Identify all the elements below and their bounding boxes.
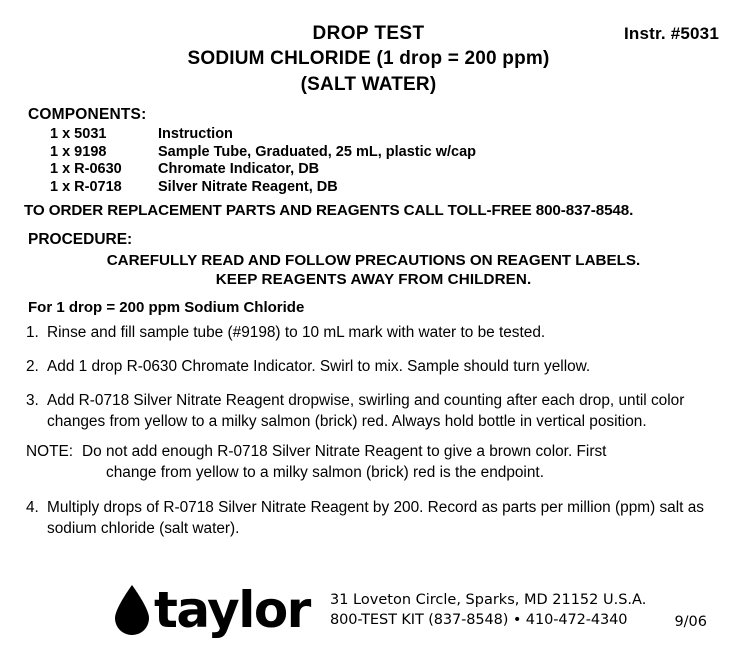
- list-item: [28, 126, 737, 144]
- order-replacement-line: TO ORDER REPLACEMENT PARTS AND REAGENTS CALL TOLL-FREE 800-837-8548.: [24, 202, 634, 219]
- revision-date: 9/06: [674, 614, 707, 630]
- precaution-line-1: CAREFULLY READ AND FOLLOW PRECAUTIONS ON REAGENT LABELS.: [106, 252, 641, 269]
- step-number: 3.: [26, 392, 39, 409]
- component-desc: Silver Nitrate Reagent, DB: [158, 178, 338, 195]
- list-item: [26, 356, 719, 377]
- note-text-line-2: change from yellow to a milky salmon (brick) red is the endpoint.: [106, 464, 544, 481]
- note-text-line-1: Do not add enough R-0718 Silver Nitrate Reagent to give a brown color. First: [82, 443, 607, 460]
- for-drop-label: For 1 drop = 200 ppm Sodium Chloride: [28, 299, 305, 316]
- instruction-number: Instr. #5031: [623, 24, 719, 43]
- footer: [0, 558, 737, 650]
- procedure-heading: PROCEDURE:: [28, 231, 133, 248]
- step-text: Multiply drops of R-0718 Silver Nitrate Reagent by 200. Record as parts per million (ppm) salt as sodium chloride (salt water).: [47, 499, 704, 537]
- component-desc: Instruction: [158, 126, 233, 142]
- company-address: [330, 590, 646, 630]
- components-list: [28, 126, 737, 196]
- address-line-2: 800-TEST KIT (837-8548) • 410-472-4340: [330, 612, 628, 628]
- precaution-block: [10, 251, 737, 289]
- water-drop-icon: [112, 584, 152, 636]
- component-qty: 1 x 9198: [50, 143, 107, 160]
- page-subtitle-secondary: (SALT WATER): [300, 74, 437, 95]
- note-block: [26, 441, 737, 483]
- step-number: 2.: [26, 358, 39, 375]
- step-text: Add 1 drop R-0630 Chromate Indicator. Swirl to mix. Sample should turn yellow.: [47, 358, 591, 375]
- title-block: [0, 0, 737, 98]
- component-qty: 1 x R-0630: [50, 161, 122, 177]
- component-qty: 1 x 5031: [50, 126, 107, 142]
- page-title: DROP TEST: [312, 23, 425, 44]
- component-qty: 1 x R-0718: [50, 178, 122, 195]
- procedure-steps-continued: [26, 497, 719, 539]
- component-desc: Sample Tube, Graduated, 25 mL, plastic w/cap: [158, 143, 477, 160]
- list-item: [26, 322, 719, 343]
- brand-name: taylor: [154, 581, 310, 639]
- page-subtitle: SODIUM CHLORIDE (1 drop = 200 ppm): [187, 48, 550, 69]
- step-number: 4.: [26, 499, 39, 516]
- step-text: Rinse and fill sample tube (#9198) to 10 mL mark with water to be tested.: [47, 324, 546, 341]
- step-number: 1.: [26, 324, 39, 341]
- list-item: [28, 144, 737, 162]
- procedure-steps: [26, 322, 719, 432]
- step-text: Add R-0718 Silver Nitrate Reagent dropwise, swirling and counting after each drop, until color changes from yellow to a milky salmon (brick) red. Always hold bottle in vertical position.: [47, 392, 685, 430]
- component-desc: Chromate Indicator, DB: [158, 161, 320, 177]
- taylor-logo: [112, 581, 310, 639]
- note-text: [82, 441, 719, 483]
- components-heading: COMPONENTS:: [28, 106, 147, 123]
- note-label: NOTE:: [26, 443, 74, 460]
- list-item: [26, 497, 719, 539]
- list-item: [28, 179, 737, 197]
- precaution-line-2: KEEP REAGENTS AWAY FROM CHILDREN.: [215, 271, 532, 288]
- address-line-1: 31 Loveton Circle, Sparks, MD 21152 U.S.A.: [330, 592, 647, 608]
- list-item: [26, 390, 719, 432]
- list-item: [28, 161, 737, 179]
